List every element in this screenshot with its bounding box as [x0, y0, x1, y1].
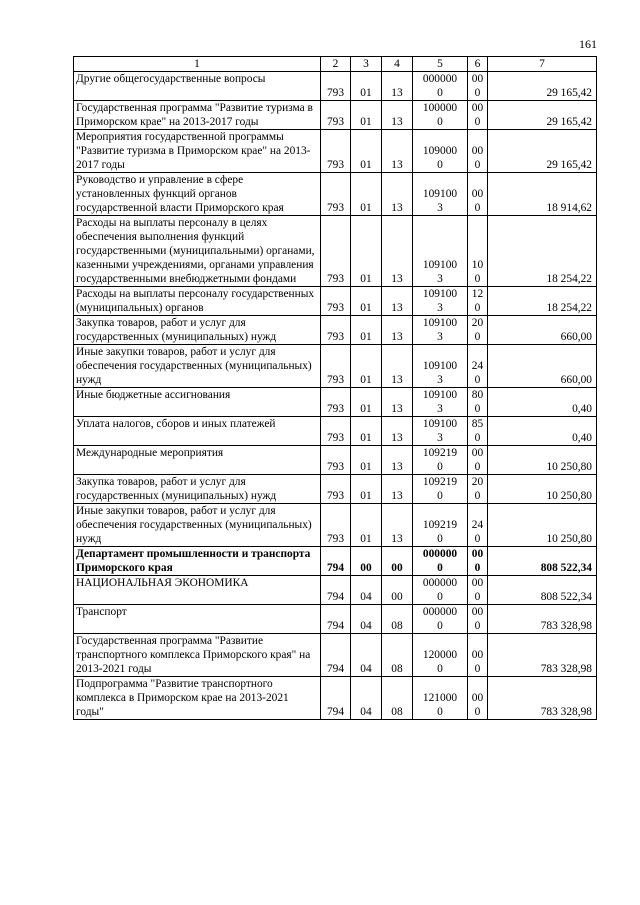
- row-target-cell: 109100 3: [413, 316, 468, 345]
- row-section-cell: 01: [351, 446, 382, 475]
- row-section-cell: 01: [351, 417, 382, 446]
- row-subsection-cell: 08: [382, 634, 413, 677]
- row-expense-type-cell: 00 0: [468, 677, 488, 720]
- row-expense-type-cell: 00 0: [468, 72, 488, 101]
- row-amount-cell: 783 328,98: [488, 677, 597, 720]
- column-header: 7: [488, 57, 597, 72]
- row-code-cell: 793: [321, 475, 351, 504]
- row-expense-type-cell: 00 0: [468, 576, 488, 605]
- row-name-cell: Уплата налогов, сборов и иных платежей: [74, 417, 321, 446]
- column-header: 3: [351, 57, 382, 72]
- row-code-cell: 794: [321, 634, 351, 677]
- row-code-cell: 793: [321, 130, 351, 173]
- table-header-row: [74, 57, 597, 72]
- row-target-cell: 000000 0: [413, 605, 468, 634]
- column-header: 4: [382, 57, 413, 72]
- row-section-cell: 04: [351, 677, 382, 720]
- row-expense-type-cell: 00 0: [468, 605, 488, 634]
- row-expense-type-cell: 24 0: [468, 504, 488, 547]
- row-subsection-cell: 08: [382, 677, 413, 720]
- table-row: [74, 388, 597, 417]
- row-subsection-cell: 13: [382, 101, 413, 130]
- row-amount-cell: 29 165,42: [488, 130, 597, 173]
- row-amount-cell: 18 254,22: [488, 216, 597, 287]
- table-row: [74, 287, 597, 316]
- row-amount-cell: 18 914,62: [488, 173, 597, 216]
- table-row: [74, 446, 597, 475]
- row-expense-type-cell: 80 0: [468, 388, 488, 417]
- row-expense-type-cell: 12 0: [468, 287, 488, 316]
- row-target-cell: 109219 0: [413, 504, 468, 547]
- row-name-cell: Мероприятия государственной программы "Развитие туризма в Приморском крае" на 2013-2017 годы: [74, 130, 321, 173]
- row-target-cell: 100000 0: [413, 101, 468, 130]
- row-target-cell: 000000 0: [413, 576, 468, 605]
- row-name-cell: Государственная программа "Развитие туризма в Приморском крае" на 2013-2017 годы: [74, 101, 321, 130]
- row-section-cell: 04: [351, 605, 382, 634]
- row-amount-cell: 808 522,34: [488, 547, 597, 576]
- row-name-cell: Закупка товаров, работ и услуг для государственных (муниципальных) нужд: [74, 475, 321, 504]
- row-expense-type-cell: 00 0: [468, 634, 488, 677]
- row-amount-cell: 10 250,80: [488, 475, 597, 504]
- row-name-cell: Международные мероприятия: [74, 446, 321, 475]
- table-row: [74, 634, 597, 677]
- row-amount-cell: 29 165,42: [488, 72, 597, 101]
- row-code-cell: 794: [321, 547, 351, 576]
- row-expense-type-cell: 00 0: [468, 446, 488, 475]
- row-code-cell: 793: [321, 504, 351, 547]
- table-row: [74, 475, 597, 504]
- row-expense-type-cell: 20 0: [468, 316, 488, 345]
- row-code-cell: 793: [321, 101, 351, 130]
- row-target-cell: 120000 0: [413, 634, 468, 677]
- table-row: [74, 605, 597, 634]
- page-number: 161: [579, 37, 597, 51]
- row-amount-cell: 18 254,22: [488, 287, 597, 316]
- row-section-cell: 04: [351, 576, 382, 605]
- row-amount-cell: 808 522,34: [488, 576, 597, 605]
- row-amount-cell: 0,40: [488, 417, 597, 446]
- row-code-cell: 793: [321, 216, 351, 287]
- row-code-cell: 793: [321, 316, 351, 345]
- row-amount-cell: 10 250,80: [488, 504, 597, 547]
- row-target-cell: 109100 3: [413, 345, 468, 388]
- row-name-cell: НАЦИОНАЛЬНАЯ ЭКОНОМИКА: [74, 576, 321, 605]
- table-row: [74, 216, 597, 287]
- row-section-cell: 01: [351, 72, 382, 101]
- row-name-cell: Департамент промышленности и транспорта Приморского края: [74, 547, 321, 576]
- row-expense-type-cell: 00 0: [468, 101, 488, 130]
- row-expense-type-cell: 85 0: [468, 417, 488, 446]
- row-code-cell: 793: [321, 72, 351, 101]
- row-name-cell: Иные бюджетные ассигнования: [74, 388, 321, 417]
- row-section-cell: 00: [351, 547, 382, 576]
- row-section-cell: 01: [351, 316, 382, 345]
- column-header: 2: [321, 57, 351, 72]
- row-section-cell: 01: [351, 504, 382, 547]
- row-code-cell: 793: [321, 173, 351, 216]
- column-header: 5: [413, 57, 468, 72]
- row-amount-cell: 783 328,98: [488, 634, 597, 677]
- row-subsection-cell: 13: [382, 388, 413, 417]
- row-name-cell: Государственная программа "Развитие транспортного комплекса Приморского края" на 2013-2021 годы: [74, 634, 321, 677]
- row-name-cell: Транспорт: [74, 605, 321, 634]
- row-target-cell: 109100 3: [413, 417, 468, 446]
- row-code-cell: 793: [321, 417, 351, 446]
- row-subsection-cell: 00: [382, 576, 413, 605]
- row-section-cell: 01: [351, 130, 382, 173]
- row-expense-type-cell: 10 0: [468, 216, 488, 287]
- table-body: [74, 57, 597, 720]
- row-section-cell: 01: [351, 345, 382, 388]
- row-code-cell: 794: [321, 677, 351, 720]
- row-amount-cell: 783 328,98: [488, 605, 597, 634]
- row-code-cell: 793: [321, 287, 351, 316]
- row-name-cell: Расходы на выплаты персоналу государственных (муниципальных) органов: [74, 287, 321, 316]
- row-section-cell: 01: [351, 101, 382, 130]
- row-expense-type-cell: 24 0: [468, 345, 488, 388]
- row-subsection-cell: 08: [382, 605, 413, 634]
- row-expense-type-cell: 00 0: [468, 173, 488, 216]
- row-code-cell: 794: [321, 576, 351, 605]
- table-row: [74, 173, 597, 216]
- table-row: [74, 101, 597, 130]
- row-subsection-cell: 13: [382, 475, 413, 504]
- row-section-cell: 01: [351, 216, 382, 287]
- row-expense-type-cell: 20 0: [468, 475, 488, 504]
- table-row: [74, 130, 597, 173]
- row-code-cell: 794: [321, 605, 351, 634]
- row-name-cell: Иные закупки товаров, работ и услуг для обеспечения государственных (муниципальных) нужд: [74, 504, 321, 547]
- table-row: [74, 547, 597, 576]
- row-target-cell: 109100 3: [413, 287, 468, 316]
- row-subsection-cell: 13: [382, 287, 413, 316]
- row-name-cell: Руководство и управление в сфере установленных функций органов государственной власти Приморского края: [74, 173, 321, 216]
- row-name-cell: Другие общегосударственные вопросы: [74, 72, 321, 101]
- row-target-cell: 109100 3: [413, 216, 468, 287]
- row-amount-cell: 29 165,42: [488, 101, 597, 130]
- row-name-cell: Закупка товаров, работ и услуг для государственных (муниципальных) нужд: [74, 316, 321, 345]
- row-code-cell: 793: [321, 345, 351, 388]
- table-row: [74, 345, 597, 388]
- table-row: [74, 576, 597, 605]
- row-subsection-cell: 13: [382, 130, 413, 173]
- row-amount-cell: 660,00: [488, 316, 597, 345]
- row-target-cell: 109219 0: [413, 475, 468, 504]
- row-amount-cell: 10 250,80: [488, 446, 597, 475]
- row-subsection-cell: 13: [382, 417, 413, 446]
- row-section-cell: 01: [351, 388, 382, 417]
- row-amount-cell: 660,00: [488, 345, 597, 388]
- row-target-cell: 109100 3: [413, 388, 468, 417]
- row-target-cell: 109000 0: [413, 130, 468, 173]
- table-row: [74, 417, 597, 446]
- table-row: [74, 72, 597, 101]
- column-header: 6: [468, 57, 488, 72]
- row-name-cell: Иные закупки товаров, работ и услуг для обеспечения государственных (муниципальных) нужд: [74, 345, 321, 388]
- row-target-cell: 109219 0: [413, 446, 468, 475]
- row-subsection-cell: 00: [382, 547, 413, 576]
- row-subsection-cell: 13: [382, 446, 413, 475]
- row-name-cell: Подпрограмма "Развитие транспортного комплекса в Приморском крае на 2013-2021 годы": [74, 677, 321, 720]
- row-subsection-cell: 13: [382, 504, 413, 547]
- row-name-cell: Расходы на выплаты персоналу в целях обеспечения выполнения функций государственными (муниципальными) органами, казенными учреждениями, органами управления государственными внебюджетными фондами: [74, 216, 321, 287]
- row-section-cell: 01: [351, 173, 382, 216]
- table-row: [74, 504, 597, 547]
- row-subsection-cell: 13: [382, 316, 413, 345]
- row-amount-cell: 0,40: [488, 388, 597, 417]
- row-expense-type-cell: 00 0: [468, 547, 488, 576]
- row-section-cell: 01: [351, 475, 382, 504]
- row-section-cell: 04: [351, 634, 382, 677]
- row-expense-type-cell: 00 0: [468, 130, 488, 173]
- row-target-cell: 121000 0: [413, 677, 468, 720]
- budget-table: [73, 56, 597, 720]
- row-section-cell: 01: [351, 287, 382, 316]
- table-row: [74, 316, 597, 345]
- row-subsection-cell: 13: [382, 345, 413, 388]
- row-subsection-cell: 13: [382, 173, 413, 216]
- row-target-cell: 109100 3: [413, 173, 468, 216]
- row-target-cell: 000000 0: [413, 547, 468, 576]
- row-code-cell: 793: [321, 446, 351, 475]
- table-row: [74, 677, 597, 720]
- row-subsection-cell: 13: [382, 216, 413, 287]
- row-code-cell: 793: [321, 388, 351, 417]
- row-target-cell: 000000 0: [413, 72, 468, 101]
- row-subsection-cell: 13: [382, 72, 413, 101]
- column-header: 1: [74, 57, 321, 72]
